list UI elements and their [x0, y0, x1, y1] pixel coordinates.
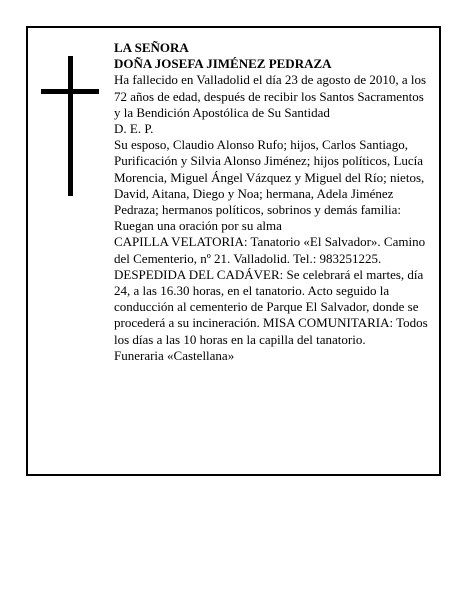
rip-line: D. E. P. — [114, 121, 154, 137]
notice-title: LA SEÑORA — [114, 40, 189, 55]
notice-text — [114, 40, 432, 364]
prayer-request: Ruegan una oración por su alma — [114, 218, 282, 234]
funeral-home: Funeraria «Castellana» — [114, 347, 235, 363]
farewell-info: DESPEDIDA DEL CADÁVER: Se celebrará el martes, día 24, a las 16.30 horas, en el tanatorio. Acto seguido la conducción al cementerio de Parque El Salvador, donde se procederá a su incineración. MISA COMUNITARIA: Todos los días a las 10 horas en la capilla del tanatorio. — [114, 266, 428, 347]
death-announcement: Ha fallecido en Valladolid el día 23 de agosto de 2010, a los 72 años de edad, después de recibir los Santos Sacramentos y la Bendición Apostólica de Su Santidad — [114, 72, 427, 120]
cross-horizontal-bar — [41, 89, 99, 94]
deceased-name: DOÑA JOSEFA JIMÉNEZ PEDRAZA — [114, 56, 332, 72]
chapel-info: CAPILLA VELATORIA: Tanatorio «El Salvador». Camino del Cementerio, nº 21. Valladolid. Tel.: 983251225. — [114, 234, 426, 266]
obituary-notice — [26, 26, 441, 476]
cross-vertical-bar — [68, 56, 73, 196]
family-list: Su esposo, Claudio Alonso Rufo; hijos, Carlos Santiago, Purificación y Silvia Alonso Jiménez; hijos políticos, Lucía Morencia, Miguel Ángel Vázquez y Miguel del Río; nietos, David, Aitana, Diego y Noa; hermana, Adela Jiménez Pedraza; hermanos políticos, sobrinos y demás familia: — [114, 137, 425, 218]
